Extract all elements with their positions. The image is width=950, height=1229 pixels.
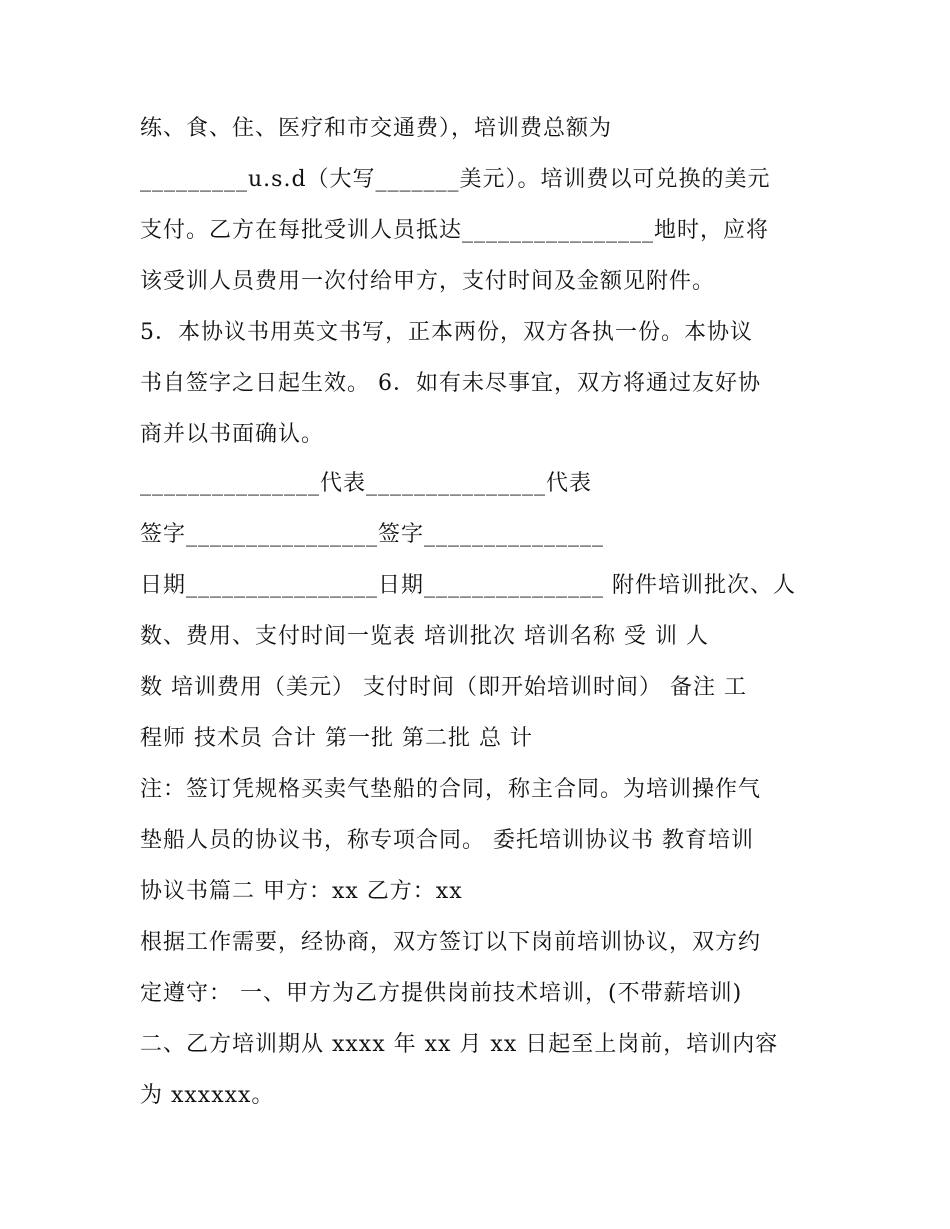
text-line: 5．本协议书用英文书写，正本两份，双方各执一份。本协议 (140, 320, 753, 345)
text-line: 注：签订凭规格买卖气垫船的合同，称主合同。为培训操作气 (140, 777, 762, 802)
text-line: 程师 技术员 合计 第一批 第二批 总 计 (140, 726, 533, 751)
date-line: 日期________________日期_______________ 附件培训批次、人 (140, 573, 796, 598)
text-line: 数 培训费用（美元） 支付时间（即开始培训时间） 备注 工 (140, 675, 747, 700)
text-line: _________u.s.d（大写_______美元）。培训费以可兑换的美元 (140, 167, 771, 192)
text-line: 练、食、住、医疗和市交通费），培训费总额为 (140, 116, 613, 141)
text-line: 为 xxxxxx。 (140, 1083, 275, 1108)
text-line: 根据工作需要，经协商，双方签订以下岗前培训协议，双方约 (140, 930, 762, 955)
text-line: 定遵守： 一、甲方为乙方提供岗前技术培训，(不带薪培训) (140, 981, 743, 1006)
text-line: 该受训人员费用一次付给甲方，支付时间及金额见附件。 (140, 269, 716, 294)
signature-line: 签字________________签字_______________ (140, 522, 605, 547)
text-line: 垫船人员的协议书，称专项合同。 委托培训协议书 教育培训 (140, 828, 754, 853)
text-line: 数、费用、支付时间一览表 培训批次 培训名称 受 训 人 (140, 624, 709, 649)
text-line: 协议书篇二 甲方：xx 乙方：xx (140, 879, 463, 904)
text-line: 商并以书面确认。 (140, 422, 325, 447)
text-line: 书自签字之日起生效。 6．如有未尽事宜，双方将通过友好协 (140, 371, 761, 396)
text-line: 支付。乙方在每批受训人员抵达________________地时，应将 (140, 218, 770, 243)
signature-line: _______________代表_______________代表 (140, 471, 593, 496)
text-line: 二、乙方培训期从 xxxx 年 xx 月 xx 日起至上岗前，培训内容 (140, 1032, 779, 1057)
